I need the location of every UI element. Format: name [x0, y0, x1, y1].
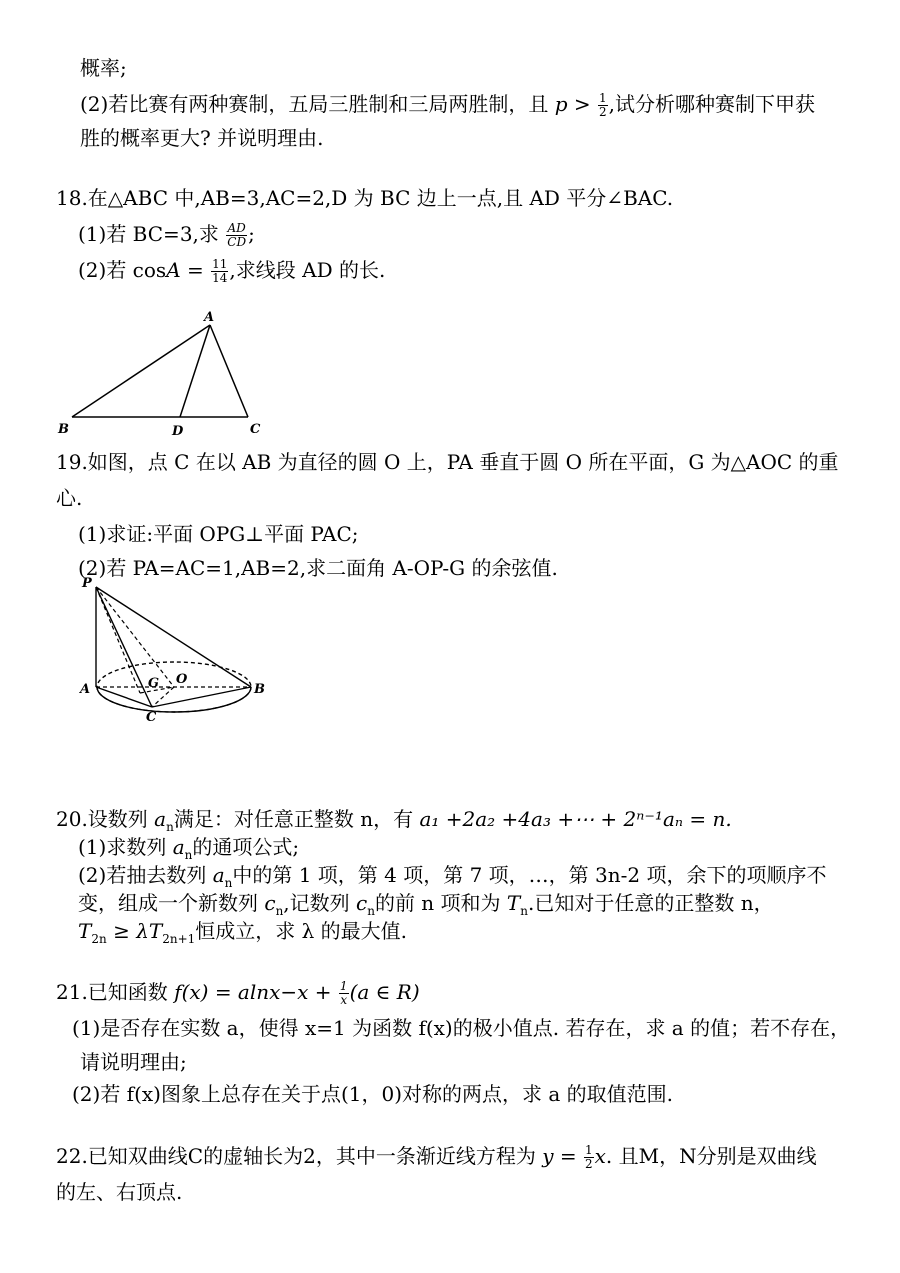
q20-l2-mid2: 的前 n 项和为	[374, 891, 507, 915]
fraction-numerator: 11	[212, 257, 228, 271]
q19-stem-line2: 心.	[56, 486, 83, 510]
fraction-numerator: 1	[339, 979, 348, 993]
fraction-denominator: 2	[584, 1157, 593, 1171]
q18-stem: 18.在△ABC 中,AB=3,AC=2,D 为 BC 边上一点,且 AD 平分∠BAC.	[56, 186, 674, 210]
q22-stem-pre: 22.已知双曲线C的虚轴长为2，其中一条渐近线方程为	[56, 1144, 543, 1168]
label-g: G	[148, 676, 160, 691]
sequence-a-sub: n	[184, 848, 193, 862]
q20-stem-pre: 20.设数列	[56, 807, 155, 831]
q22-asymptote: y =	[542, 1144, 583, 1168]
q17-line3: 胜的概率更大? 并说明理由.	[80, 126, 324, 150]
q18-part2-pre: (2)若 cos	[78, 258, 167, 282]
fraction-numerator: AD	[227, 221, 246, 235]
q22-stem-line2: 的左、右顶点.	[56, 1180, 183, 1204]
sequence-c: c	[356, 891, 368, 915]
segment-ad	[180, 325, 210, 417]
sum-t-sub1: 2n	[91, 932, 107, 946]
q22-fraction	[584, 1144, 594, 1171]
fraction-denominator: CD	[227, 235, 247, 249]
q21-stem-pre: 21.已知函数	[56, 980, 175, 1004]
fraction-denominator: 14	[212, 271, 228, 285]
q20-l3-post: 恒成立，求 λ 的最大值.	[195, 919, 408, 943]
q22-asymptote-x: x	[594, 1144, 606, 1168]
q18-part2-fraction	[211, 258, 228, 285]
sum-t: T	[506, 891, 521, 915]
label-c: C	[250, 422, 261, 437]
q17-part2-math: p >	[554, 92, 597, 116]
label-o: O	[176, 672, 188, 687]
sequence-a-sub: n	[166, 820, 174, 834]
q17-line1: 概率;	[80, 56, 127, 80]
q18-part2-var: A	[166, 258, 181, 282]
q19-stem-line1: 19.如图，点 C 在以 AB 为直径的圆 O 上，PA 垂直于圆 O 所在平面，G 为△AOC 的重	[56, 450, 839, 474]
q18-part1	[78, 220, 255, 249]
sequence-c-sub: n	[367, 904, 375, 918]
q20-part1-pre: (1)求数列	[78, 835, 173, 859]
q18-part1-fraction	[226, 222, 247, 249]
q20-stem-mid: 满足：对任意正整数 n，有	[173, 807, 420, 831]
label-a: A	[204, 310, 215, 325]
sequence-c: c	[264, 891, 276, 915]
q17-part2-text-pre: (2)若比赛有两种赛制，五局三胜制和三局两胜制，且	[80, 92, 555, 116]
q22-stem-post: . 且M，N分别是双曲线	[605, 1144, 817, 1168]
q21-part1: (1)是否存在实数 a，使得 x=1 为函数 f(x)的极小值点. 若存在，求 a 的值；若不存在，	[72, 1016, 851, 1040]
q20-stem-math: a₁ +2a₂ +4a₃ +⋯ + 2ⁿ⁻¹aₙ = n.	[419, 807, 732, 831]
q21-part1-line2: 请说明理由;	[80, 1050, 187, 1074]
fraction-numerator: 1	[598, 91, 607, 105]
q20-part2-post: 中的第 1 项，第 4 项，第 7 项，…，第 3n-2 项，余下的项顺序不	[232, 863, 827, 887]
q20-part2-line3	[78, 917, 407, 953]
fraction-denominator: x	[340, 993, 348, 1007]
q18-part1-post: ;	[248, 222, 255, 246]
sum-t-sub2: 2n+1	[162, 932, 196, 946]
q18-part1-pre: (1)若 BC=3,求	[78, 222, 226, 246]
label-b: B	[58, 422, 69, 437]
side-ab	[72, 325, 210, 417]
q21-function: f(x) = alnx−x +	[174, 980, 338, 1004]
q20-part2-pre: (2)若抽去数列	[78, 863, 213, 887]
q21-fraction	[339, 980, 349, 1007]
q18-part2-eq: =	[180, 258, 211, 282]
segment-cb	[152, 687, 251, 707]
sequence-a: a	[212, 863, 225, 887]
sum-t-sub: n	[520, 904, 528, 918]
label-p: P	[82, 576, 92, 591]
label-b: B	[254, 682, 265, 697]
inequality: ≥ λT	[106, 919, 163, 943]
q20-part1-post: 的通项公式;	[192, 835, 300, 859]
q18-part2	[78, 256, 385, 285]
sequence-a: a	[154, 807, 167, 831]
label-a: A	[80, 682, 91, 697]
q17-part2-text-post: ,试分析哪种赛制下甲获	[608, 92, 815, 116]
q21-stem	[56, 978, 420, 1007]
side-ac	[210, 325, 248, 417]
q19-part1: (1)求证:平面 OPG⊥平面 PAC;	[78, 522, 359, 546]
fraction-numerator: 1	[584, 1143, 593, 1157]
q21-part2: (2)若 f(x)图象上总存在关于点(1，0)对称的两点，求 a 的取值范围.	[72, 1082, 674, 1106]
sequence-a: a	[172, 835, 185, 859]
sum-t: T	[78, 919, 92, 943]
q21-domain: (a ∈ R)	[349, 980, 420, 1004]
label-c: C	[146, 710, 157, 725]
q18-part2-post: ,求线段 AD 的长.	[229, 258, 386, 282]
q20-l2-post: .已知对于任意的正整数 n，	[527, 891, 774, 915]
label-d: D	[172, 424, 184, 439]
pyramid-figure	[78, 575, 278, 725]
fraction-denominator: 2	[598, 105, 607, 119]
q22-stem	[56, 1142, 817, 1171]
q17-part2	[80, 90, 815, 119]
q19-part2: (2)若 PA=AC=1,AB=2,求二面角 A-OP-G 的余弦值.	[78, 556, 558, 580]
circle-o-front	[97, 687, 251, 712]
sequence-a-sub: n	[224, 876, 233, 890]
triangle-figure	[50, 305, 280, 440]
sequence-c-sub: n	[275, 904, 284, 918]
q20-l2-pre: 变，组成一个新数列	[78, 891, 265, 915]
q17-part2-fraction	[598, 92, 608, 119]
q20-l2-mid: ,记数列	[283, 891, 357, 915]
